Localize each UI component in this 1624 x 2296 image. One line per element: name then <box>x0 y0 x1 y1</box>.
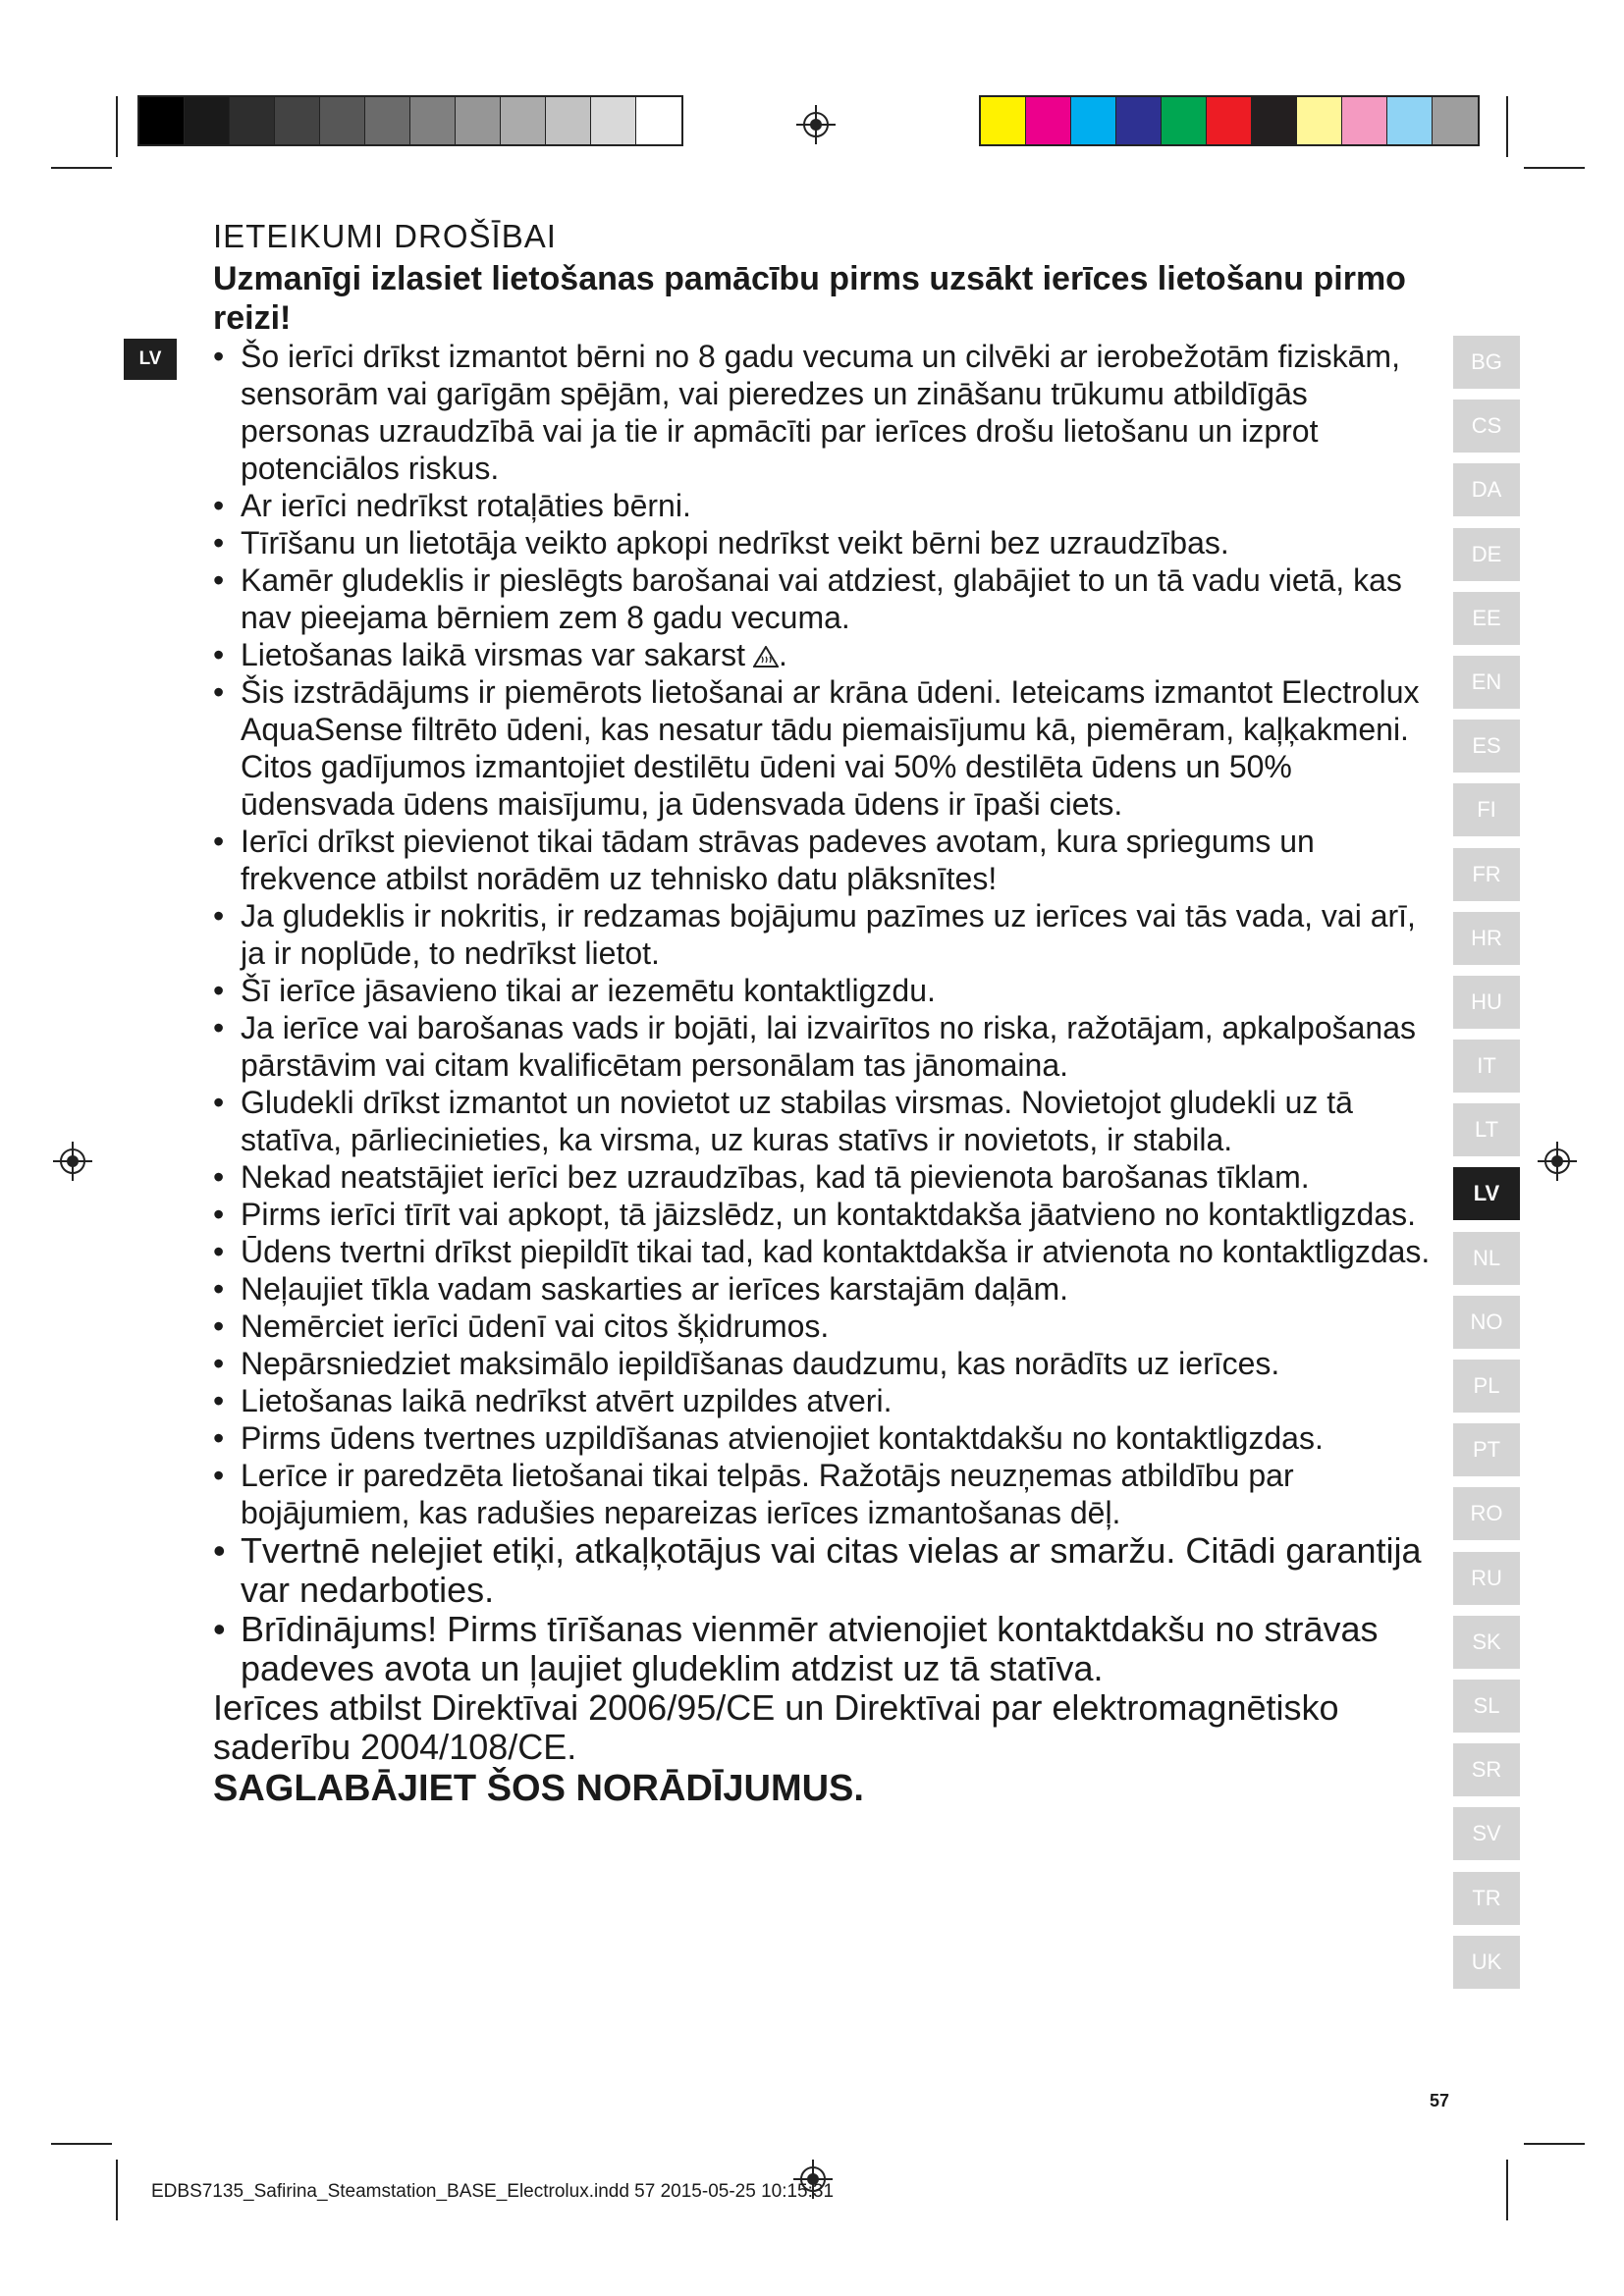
list-item <box>213 897 1431 972</box>
list-item <box>213 1158 1431 1196</box>
list-item-text: Tvertnē nelejiet etiķi, atkaļķotājus vai citas vielas ar smaržu. Citādi garantija var nedarboties. <box>241 1530 1422 1610</box>
save-instructions-notice: SAGLABĀJIET ŠOS NORĀDĪJUMUS. <box>213 1768 864 1809</box>
list-item <box>213 1009 1431 1084</box>
tab-ee[interactable]: EE <box>1453 592 1520 645</box>
tab-sl[interactable]: SL <box>1453 1680 1520 1733</box>
color-swatch <box>981 97 1026 144</box>
list-item-text: Tīrīšanu un lietotāja veikto apkopi nedrīkst veikt bērni bez uzraudzības. <box>241 525 1229 561</box>
color-swatch <box>1207 97 1252 144</box>
tab-en[interactable]: EN <box>1453 656 1520 709</box>
color-swatch <box>1162 97 1207 144</box>
tab-fr[interactable]: FR <box>1453 848 1520 901</box>
list-item <box>213 487 1431 524</box>
list-item <box>213 1270 1431 1308</box>
crop-mark <box>1506 2160 1508 2220</box>
tab-ru[interactable]: RU <box>1453 1552 1520 1605</box>
list-item <box>213 823 1431 897</box>
list-item <box>213 1610 1431 1688</box>
color-swatch <box>275 97 320 144</box>
list-item <box>213 972 1431 1009</box>
tab-cs[interactable]: CS <box>1453 400 1520 453</box>
tab-no[interactable]: NO <box>1453 1296 1520 1349</box>
list-item-text: Šī ierīce jāsavieno tikai ar iezemētu kontaktligzdu. <box>241 973 936 1008</box>
tab-de[interactable]: DE <box>1453 528 1520 581</box>
list-item: • Lietošanas laikā virsmas var sakarst . <box>213 636 1431 673</box>
list-item-text: Kamēr gludeklis ir pieslēgts barošanai vai atdziest, glabājiet to un tā vadu vietā, kas nav pieejama bērniem zem 8 gadu vecuma. <box>241 562 1402 635</box>
safety-instructions <box>213 218 1431 1810</box>
list-item <box>213 673 1431 823</box>
crop-mark <box>51 167 112 169</box>
list-item <box>213 1308 1431 1345</box>
color-swatch <box>1116 97 1162 144</box>
list-item-text: Brīdinājums! Pirms tīrīšanas vienmēr atvienojiet kontaktdakšu no strāvas padeves avota un ļaujiet gludeklim atdzist uz tā statīva. <box>241 1609 1379 1688</box>
color-swatch <box>1387 97 1433 144</box>
list-item <box>213 1233 1431 1270</box>
tab-it[interactable]: IT <box>1453 1040 1520 1093</box>
color-swatch <box>1433 97 1478 144</box>
crop-mark <box>1524 2143 1585 2145</box>
list-item-text: Lietošanas laikā nedrīkst atvērt uzpildes atveri. <box>241 1383 893 1418</box>
list-item <box>213 561 1431 636</box>
crop-mark <box>51 2143 112 2145</box>
list-item-text: Šo ierīci drīkst izmantot bērni no 8 gadu vecuma un cilvēki ar ierobežotām fiziskām, sensorām vai garīgām spējām, vai pieredzes un zināšanu trūkumu atbildīgās personas uzraudzībā vai ja tie ir apmācīti par ierīces drošu lietošanu un izprot potenciālos riskus. <box>241 339 1400 486</box>
tab-tr[interactable]: TR <box>1453 1872 1520 1925</box>
directive-statement: Ierīces atbilst Direktīvai 2006/95/CE un Direktīvai par elektromagnētisko saderību 2004/108/CE. <box>213 1687 1339 1767</box>
list-item-text: Pirms ūdens tvertnes uzpildīšanas atvienojiet kontaktdakšu no kontaktligzdas. <box>241 1420 1324 1456</box>
page-title: IETEIKUMI DROŠĪBAI <box>213 218 557 254</box>
grayscale-color-bar <box>137 95 683 146</box>
list-item <box>213 1531 1431 1610</box>
tab-es[interactable]: ES <box>1453 720 1520 773</box>
registration-mark-icon <box>53 1142 92 1181</box>
page-number: 57 <box>1430 2091 1450 2110</box>
color-swatch <box>139 97 185 144</box>
color-swatch <box>365 97 410 144</box>
color-swatch <box>1026 97 1071 144</box>
cmyk-color-bar <box>979 95 1480 146</box>
list-item-text: Nekad neatstājiet ierīci bez uzraudzības, kad tā pievienota barošanas tīklam. <box>241 1159 1310 1195</box>
list-item <box>213 338 1431 487</box>
list-item-text: Nemērciet ierīci ūdenī vai citos šķidrumos. <box>241 1308 830 1344</box>
list-item-text: Lerīce ir paredzēta lietošanai tikai telpās. Ražotājs neuzņemas atbildību par bojājumiem, kas radušies nepareizas ierīces izmantošanas dēļ. <box>241 1458 1294 1530</box>
list-item <box>213 1196 1431 1233</box>
tab-nl[interactable]: NL <box>1453 1232 1520 1285</box>
tab-lv[interactable]: LV <box>1453 1167 1520 1220</box>
tab-uk[interactable]: UK <box>1453 1936 1520 1989</box>
color-swatch <box>1297 97 1342 144</box>
tab-ro[interactable]: RO <box>1453 1487 1520 1540</box>
list-item-text: Šis izstrādājums ir piemērots lietošanai ar krāna ūdeni. Ieteicams izmantot Electrolux AquaSense filtrēto ūdeni, kas nesatur tādu piemaisījumu kā, piemēram, kaļķakmeni. Citos gadījumos izmantojiet destilētu ūdeni vai 50% destilēta ūdens un 50% ūdensvada ūdens maisījumu, ja ūdensvada ūdens ir īpaši ciets. <box>241 674 1420 822</box>
list-item-text: Ar ierīci nedrīkst rotaļāties bērni. <box>241 488 691 523</box>
list-item-text: Ja ierīce vai barošanas vads ir bojāti, lai izvairītos no riska, ražotājam, apkalpošanas pārstāvim vai citam kvalificētam personālam tas jānomaina. <box>241 1010 1417 1083</box>
tab-sr[interactable]: SR <box>1453 1743 1520 1796</box>
print-slug: EDBS7135_Safirina_Steamstation_BASE_Electrolux.indd 57 2015-05-25 10:15:31 <box>151 2181 835 2202</box>
color-swatch <box>410 97 456 144</box>
crop-mark <box>116 96 118 157</box>
color-swatch <box>1071 97 1116 144</box>
list-item <box>213 524 1431 561</box>
hot-surface-warning-icon <box>753 646 779 667</box>
tab-sv[interactable]: SV <box>1453 1807 1520 1860</box>
color-swatch <box>501 97 546 144</box>
registration-mark-icon <box>1538 1142 1577 1181</box>
crop-mark <box>1506 96 1508 157</box>
color-swatch <box>185 97 230 144</box>
list-item-text: Gludekli drīkst izmantot un novietot uz stabilas virsmas. Novietojot gludekli uz tā statīva, pārliecinieties, ka virsma, uz kuras statīvs ir novietots, ir stabila. <box>241 1085 1353 1157</box>
list-item <box>213 1084 1431 1158</box>
list-item <box>213 1345 1431 1382</box>
color-swatch <box>546 97 591 144</box>
list-item-text: Nepārsniedziet maksimālo iepildīšanas daudzumu, kas norādīts uz ierīces. <box>241 1346 1280 1381</box>
read-manual-notice: Uzmanīgi izlasiet lietošanas pamācību pirms uzsākt ierīces lietošanu pirmo reizi! <box>213 260 1406 337</box>
tab-lt[interactable]: LT <box>1453 1103 1520 1156</box>
list-item-text: Ierīci drīkst pievienot tikai tādam strāvas padeves avotam, kura spriegums un frekvence atbilst norādēm uz tehnisko datu plāksnītes! <box>241 824 1315 896</box>
language-tabs <box>1453 336 1520 2000</box>
tab-bg[interactable]: BG <box>1453 336 1520 389</box>
color-swatch <box>456 97 501 144</box>
tab-pl[interactable]: PL <box>1453 1360 1520 1413</box>
color-swatch <box>230 97 275 144</box>
crop-mark <box>1524 167 1585 169</box>
list-item-text: Ja gludeklis ir nokritis, ir redzamas bojājumu pazīmes uz ierīces vai tās vada, vai arī, ja ir noplūde, to nedrīkst lietot. <box>241 898 1416 971</box>
tab-pt[interactable]: PT <box>1453 1423 1520 1476</box>
crop-mark <box>116 2160 118 2220</box>
color-swatch <box>591 97 636 144</box>
safety-list <box>213 338 1431 1688</box>
list-item <box>213 1382 1431 1419</box>
list-item-text: Neļaujiet tīkla vadam saskarties ar ierīces karstajām daļām. <box>241 1271 1068 1307</box>
tab-hu[interactable]: HU <box>1453 976 1520 1029</box>
list-item-text: Pirms ierīci tīrīt vai apkopt, tā jāizslēdz, un kontaktdakša jāatvieno no kontaktligzdas. <box>241 1197 1417 1232</box>
tab-da[interactable]: DA <box>1453 463 1520 516</box>
color-swatch <box>1252 97 1297 144</box>
language-marker: LV <box>124 339 177 380</box>
color-swatch <box>636 97 681 144</box>
color-swatch <box>1342 97 1387 144</box>
list-item <box>213 1419 1431 1457</box>
list-item-text: Ūdens tvertni drīkst piepildīt tikai tad, kad kontaktdakša ir atvienota no kontaktligzdas. <box>241 1234 1431 1269</box>
list-item-text: Lietošanas laikā virsmas var sakarst <box>241 637 745 672</box>
tab-fi[interactable]: FI <box>1453 783 1520 836</box>
registration-mark-icon <box>796 105 836 144</box>
tab-sk[interactable]: SK <box>1453 1616 1520 1669</box>
color-swatch <box>320 97 365 144</box>
list-item <box>213 1457 1431 1531</box>
tab-hr[interactable]: HR <box>1453 912 1520 965</box>
